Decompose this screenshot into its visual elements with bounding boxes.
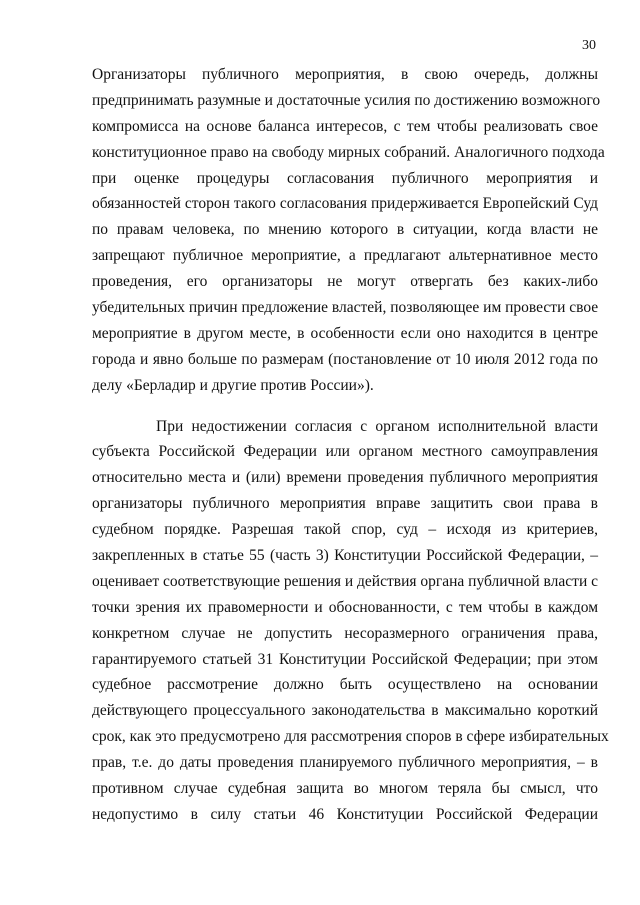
text-line: конституционное право на свободу мирных собраний. Аналогичного подхода <box>92 143 605 161</box>
text-line: делу «Берладир и другие против России»). <box>92 376 374 394</box>
text-line: судебном порядке. Разрешая такой спор, суд – исходя из критериев, <box>92 521 598 539</box>
text-line: при оценке процедуры согласования публичного мероприятия и <box>92 169 598 187</box>
text-line: организаторы публичного мероприятия вправе защитить свои права в <box>92 495 598 513</box>
text-line: проведения, его организаторы не могут отвергать без каких-либо <box>92 273 598 291</box>
text-line: по правам человека, по мнению которого в ситуации, когда власти не <box>92 221 598 239</box>
text-line: действующего процессуального законодательства в максимально короткий <box>92 702 598 720</box>
text-line: компромисса на основе баланса интересов, с тем чтобы реализовать свое <box>92 117 598 135</box>
text-line: убедительных причин предложение властей, позволяющее им провести свое <box>92 299 599 317</box>
paragraph <box>92 62 605 399</box>
paragraph <box>92 414 609 828</box>
paragraph-spacer <box>92 399 598 414</box>
text-line: субъекта Российской Федерации или органом местного самоуправления <box>92 443 598 461</box>
text-line: обязанностей сторон такого согласования придерживается Европейский Суд <box>92 195 598 213</box>
page-number: 30 <box>582 38 596 53</box>
text-line: При недостижении согласия с органом исполнительной власти <box>156 417 598 435</box>
text-line: Организаторы публичного мероприятия, в свою очередь, должны <box>92 66 598 83</box>
document-body <box>92 62 609 828</box>
text-line: противном случае судебная защита во многом теряла бы смысл, что <box>92 780 598 798</box>
text-line: мероприятие в другом месте, в особенности если оно находится в центре <box>92 324 598 342</box>
text-line: судебное рассмотрение должно быть осуществлено на основании <box>92 676 598 694</box>
text-line: города и явно больше по размерам (постановление от 10 июля 2012 года по <box>92 350 598 368</box>
text-line: гарантируемого статьей 31 Конституции Российской Федерации; при этом <box>92 650 598 668</box>
text-line: срок, как это предусмотрено для рассмотрения споров в сфере избирательных <box>92 728 609 746</box>
text-line: закрепленных в статье 55 (часть 3) Конституции Российской Федерации, – <box>92 547 598 565</box>
text-line: прав, т.е. до даты проведения планируемого публичного мероприятия, – в <box>92 754 598 772</box>
text-line: относительно места и (или) времени проведения публичного мероприятия <box>92 469 598 487</box>
text-line: точки зрения их правомерности и обоснованности, с тем чтобы в каждом <box>92 598 598 616</box>
text-line: предпринимать разумные и достаточные усилия по достижению возможного <box>92 91 601 109</box>
text-line: оценивает соответствующие решения и действия органа публичной власти с <box>92 572 598 590</box>
text-line: конкретном случае не допустить несоразмерного ограничения права, <box>92 624 598 642</box>
text-line: запрещают публичное мероприятие, а предлагают альтернативное место <box>92 247 598 265</box>
text-line: недопустимо в силу статьи 46 Конституции Российской Федерации <box>92 805 598 823</box>
